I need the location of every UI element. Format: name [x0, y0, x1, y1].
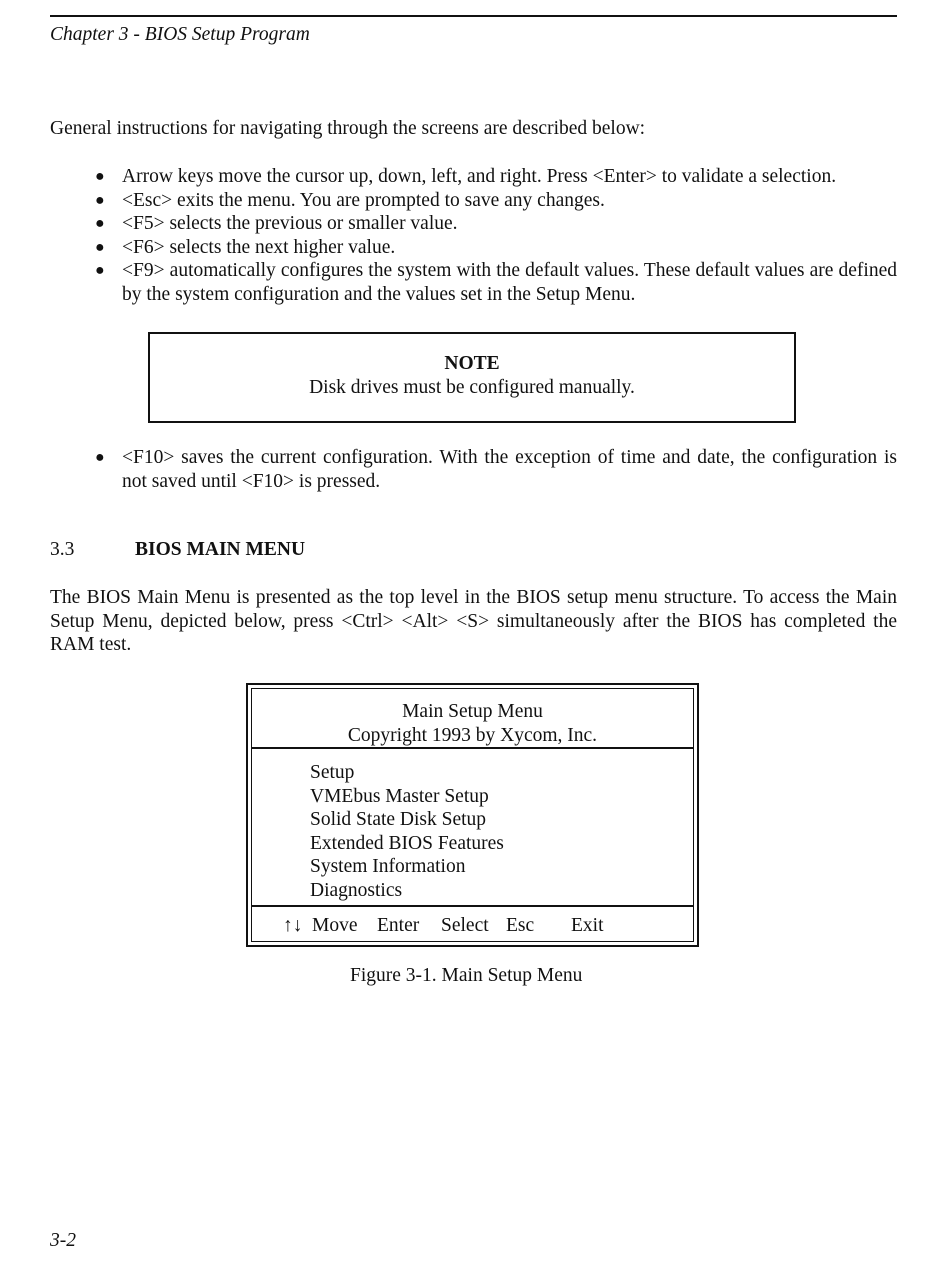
note-title: NOTE [444, 353, 500, 374]
menu-item-list [310, 761, 504, 902]
section-paragraph: The BIOS Main Menu is presented as the top level in the BIOS setup menu structure. To access the Main Setup Menu, depicted below, press <Ctrl> <Alt> <S> simultaneously after the BIOS has completed the RAM test. [50, 587, 897, 655]
chapter-title: Chapter 3 - BIOS Setup Program [50, 24, 310, 45]
menu-copyright: Copyright 1993 by Xycom, Inc. [347, 724, 598, 746]
figure-caption: Figure 3-1. Main Setup Menu [350, 965, 583, 986]
legend-exit: Exit [571, 915, 604, 936]
menu-frame [251, 688, 694, 942]
menu-title: Main Setup Menu [402, 701, 543, 722]
menu-item-vmebus-master-setup[interactable]: VMEbus Master Setup [310, 785, 489, 807]
list-item: ● <F5> selects the previous or smaller value. [95, 213, 458, 234]
legend-enter: Enter [377, 915, 420, 936]
menu-header [252, 689, 693, 749]
list-item: ● <Esc> exits the menu. You are prompted to save any changes. [95, 189, 605, 211]
list-item: ● Arrow keys move the cursor up, down, left, and right. Press <Enter> to validate a selection. [95, 166, 837, 187]
section-title: BIOS MAIN MENU [135, 539, 306, 560]
menu-item-extended-bios-features[interactable]: Extended BIOS Features [310, 832, 504, 854]
menu-item-system-information[interactable]: System Information [310, 856, 466, 877]
menu-item-setup[interactable]: Setup [310, 762, 355, 783]
bullet-icon: ● [95, 168, 105, 185]
menu-item-diagnostics[interactable]: Diagnostics [310, 879, 403, 901]
legend-select: Select [441, 915, 489, 936]
list-item: ● <F10> saves the current configuration. With the exception of time and date, the configuration is not saved until <F10> is pressed. [95, 447, 897, 492]
instruction-list-continued [95, 446, 897, 493]
main-setup-menu-figure [246, 683, 699, 947]
bullet-icon: ● [95, 215, 105, 232]
list-item: ● <F9> automatically configures the system with the default values. These default values are defined by the system configuration and the values set in the Setup Menu. [95, 260, 897, 305]
bullet-icon: ● [95, 191, 105, 209]
bullet-icon: ● [95, 238, 105, 256]
legend-move: Move [312, 915, 358, 936]
page-number: 3-2 [50, 1230, 76, 1251]
menu-key-legend [252, 905, 693, 943]
arrow-keys-icon: ↑↓ [283, 915, 303, 936]
legend-esc: Esc [506, 915, 535, 936]
intro-paragraph: General instructions for navigating through the screens are described below: [50, 118, 646, 139]
header-rule [50, 15, 897, 17]
bullet-icon: ● [95, 262, 105, 279]
section-number: 3.3 [50, 539, 75, 560]
instruction-list [95, 165, 897, 306]
note-box [148, 332, 796, 423]
bullet-icon: ● [95, 449, 105, 466]
note-text: Disk drives must be configured manually. [309, 377, 635, 398]
list-item: ● <F6> selects the next higher value. [95, 236, 396, 258]
menu-item-solid-state-disk-setup[interactable]: Solid State Disk Setup [310, 809, 487, 830]
